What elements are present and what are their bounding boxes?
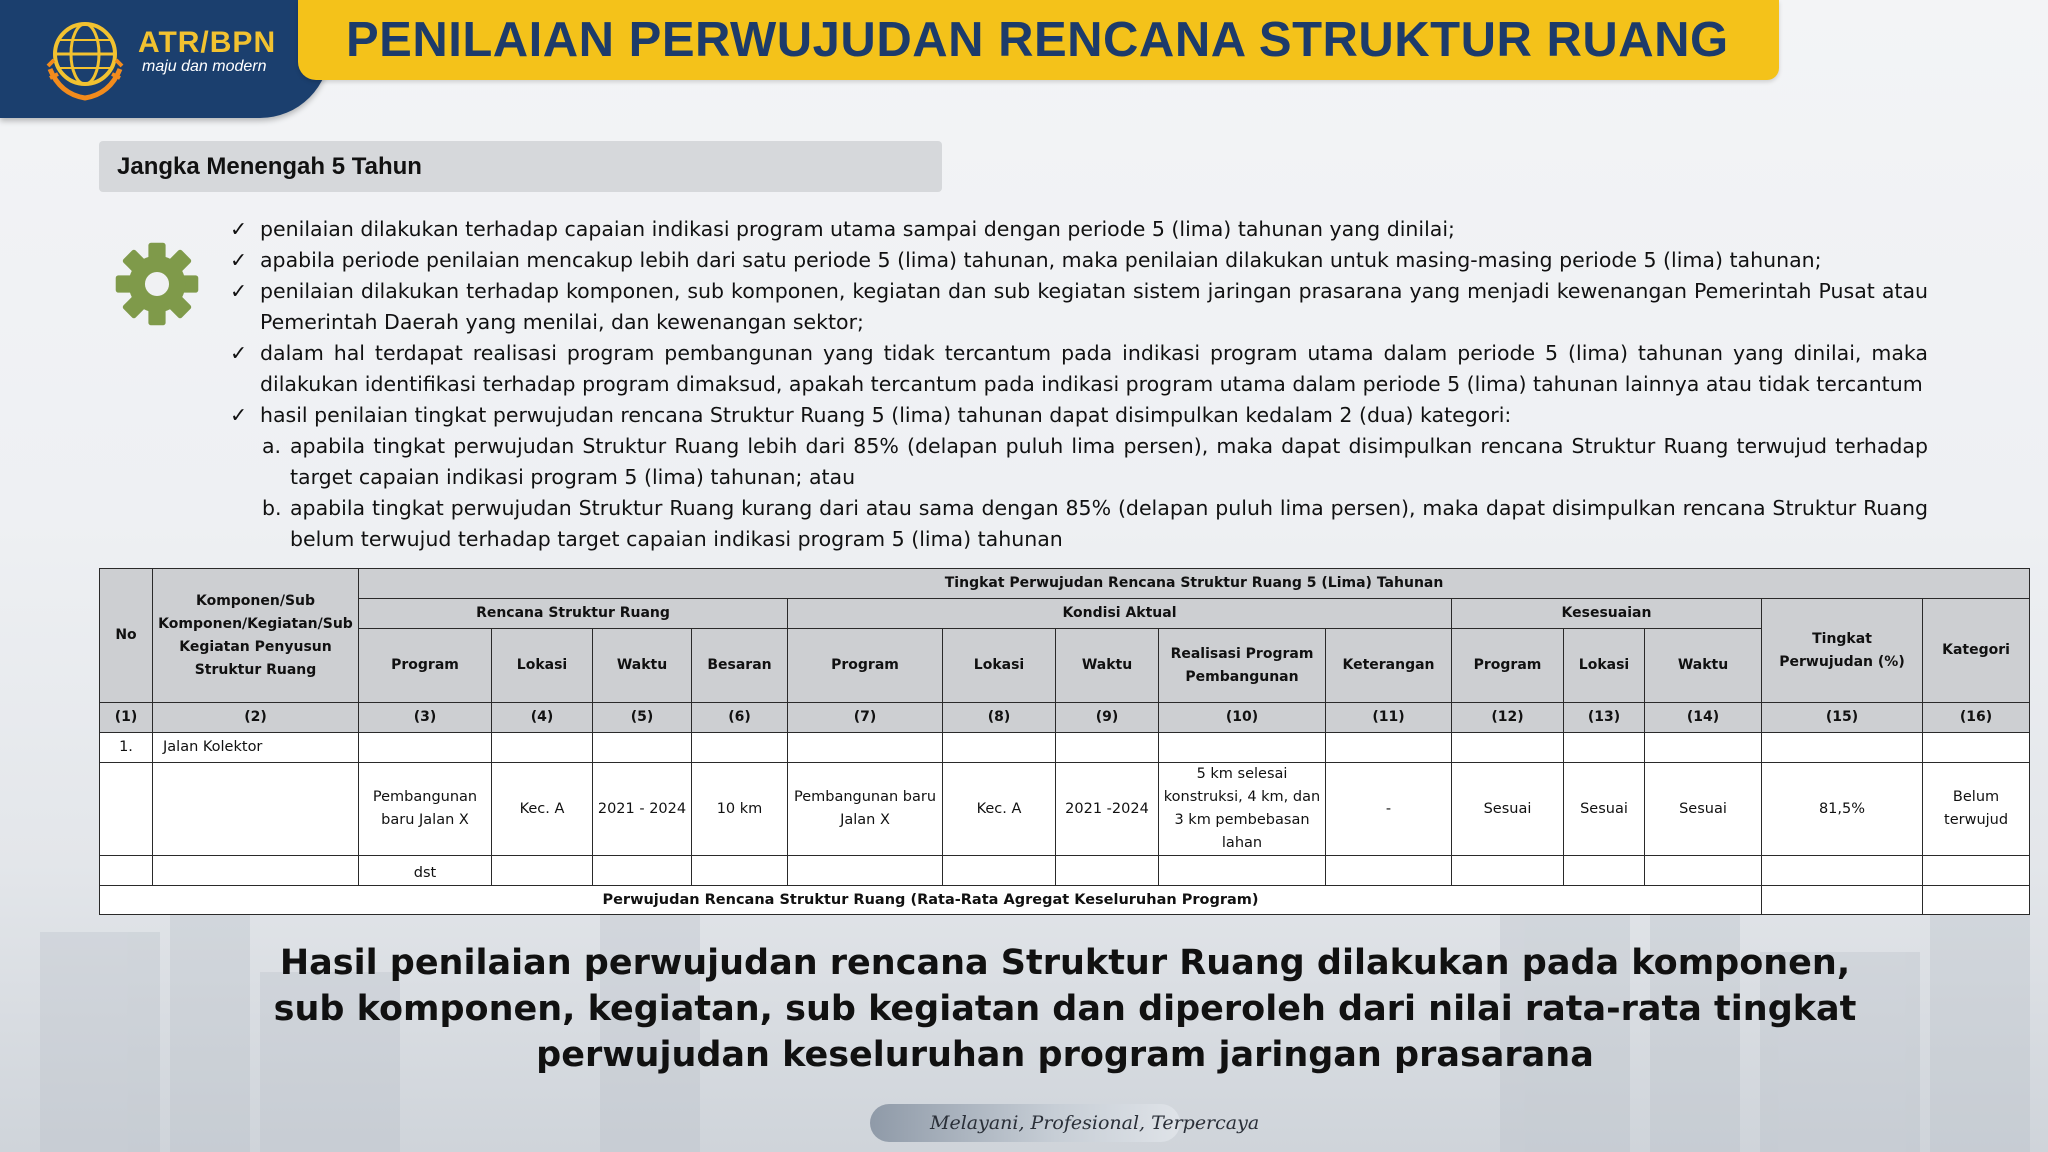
header-rencana: Rencana Struktur Ruang — [359, 599, 788, 629]
brand-name: ATR/BPN — [138, 26, 277, 59]
list-item: ✓ penilaian dilakukan terhadap komponen, sub komponen, kegiatan dan sub kegiatan sistem jaringan prasarana yang menjadi kewenangan Pemerintah Pusat atau Pemerintah Daerah yang menilai, dan kewenangan sektor; — [230, 276, 1928, 338]
column-number-row: (1) (2) (3) (4) (5) (6) (7) (8) (9) (10) (11) (12) (13) (14) (15) (16) — [100, 703, 2030, 733]
section-label-bar — [99, 141, 942, 192]
list-item: ✓ hasil penilaian tingkat perwujudan rencana Struktur Ruang 5 (lima) tahunan dapat disimpulkan kedalam 2 (dua) kategori: — [230, 400, 1928, 431]
header-besaran: Besaran — [692, 629, 788, 703]
check-icon: ✓ — [230, 403, 248, 427]
header-lokasi: Lokasi — [492, 629, 593, 703]
header-komponen: Komponen/Sub Komponen/Kegiatan/Sub Kegiatan Penyusun Struktur Ruang — [153, 569, 359, 703]
header-main: Tingkat Perwujudan Rencana Struktur Ruang 5 (Lima) Tahunan — [359, 569, 2030, 599]
header-waktu: Waktu — [593, 629, 692, 703]
table-row: Pembangunan baru Jalan X Kec. A 2021 - 2024 10 km Pembangunan baru Jalan X Kec. A 2021 -2024 5 km selesai konstruksi, 4 km, dan 3 km pembebasan lahan - Sesuai Sesuai Sesuai 81,5% Belum terwujud — [100, 763, 2030, 856]
table-row: dst — [100, 856, 2030, 886]
header-program: Program — [788, 629, 943, 703]
header-program: Program — [1452, 629, 1564, 703]
header-kesesuaian: Kesesuaian — [1452, 599, 1762, 629]
header-kondisi: Kondisi Aktual — [788, 599, 1452, 629]
brand-tagline: maju dan modern — [142, 58, 267, 75]
conclusion-text: Hasil penilaian perwujudan rencana Struktur Ruang dilakukan pada komponen, sub komponen, kegiatan, sub kegiatan dan diperoleh dari nilai rata-rata tingkat perwujudan keseluruhan program jaringan prasarana — [273, 943, 1857, 1075]
atr-bpn-emblem-icon — [40, 14, 130, 104]
check-icon: ✓ — [230, 248, 248, 272]
header-keterangan: Keterangan — [1326, 629, 1452, 703]
header-lokasi: Lokasi — [1564, 629, 1645, 703]
header-program: Program — [359, 629, 492, 703]
sub-list-item: b. apabila tingkat perwujudan Struktur Ruang kurang dari atau sama dengan 85% (delapan puluh lima persen), maka dapat disimpulkan rencana Struktur Ruang belum terwujud terhadap target capaian indikasi program 5 (lima) tahunan — [262, 496, 1928, 551]
section-label: Jangka Menengah 5 Tahun — [117, 153, 422, 180]
page-title: PENILAIAN PERWUJUDAN RENCANA STRUKTUR RUANG — [346, 13, 1729, 67]
header-no: No — [100, 569, 153, 703]
header-kategori: Kategori — [1923, 599, 2030, 703]
header-tingkat: Tingkat Perwujudan (%) — [1762, 599, 1923, 703]
header-waktu: Waktu — [1645, 629, 1762, 703]
check-icon: ✓ — [230, 341, 248, 365]
gear-icon — [114, 241, 200, 327]
check-icon: ✓ — [230, 217, 248, 241]
motto-text: Melayani, Profesional, Terpercaya — [930, 1112, 1260, 1134]
criteria-list — [230, 214, 1928, 555]
brand-logo-panel — [0, 0, 330, 118]
header-lokasi: Lokasi — [943, 629, 1056, 703]
title-bar — [298, 0, 1779, 80]
sub-list-item: a. apabila tingkat perwujudan Struktur Ruang lebih dari 85% (delapan puluh lima persen), maka dapat disimpulkan rencana Struktur Ruang terwujud terhadap target capaian indikasi program 5 (lima) tahunan; atau — [262, 434, 1928, 489]
list-item: ✓ apabila periode penilaian mencakup lebih dari satu periode 5 (lima) tahunan, maka penilaian dilakukan untuk masing-masing periode 5 (lima) tahunan; — [230, 245, 1928, 276]
table-footer-row: Perwujudan Rencana Struktur Ruang (Rata-Rata Agregat Keseluruhan Program) — [100, 886, 2030, 915]
motto-pill — [870, 1104, 1260, 1142]
check-icon: ✓ — [230, 279, 248, 303]
header-waktu: Waktu — [1056, 629, 1159, 703]
list-item: ✓ penilaian dilakukan terhadap capaian indikasi program utama sampai dengan periode 5 (lima) tahunan yang dinilai; — [230, 214, 1928, 245]
list-item: ✓ dalam hal terdapat realisasi program pembangunan yang tidak tercantum pada indikasi program utama dalam periode 5 (lima) tahunan yang dinilai, maka dilakukan identifikasi terhadap program dimaksud, apakah tercantum pada indikasi program utama dalam periode 5 (lima) tahunan lainnya atau tidak tercantum — [230, 338, 1928, 400]
header-realisasi: Realisasi Program Pembangunan — [1159, 629, 1326, 703]
assessment-table — [99, 568, 2030, 915]
table-row: 1. Jalan Kolektor — [100, 733, 2030, 763]
